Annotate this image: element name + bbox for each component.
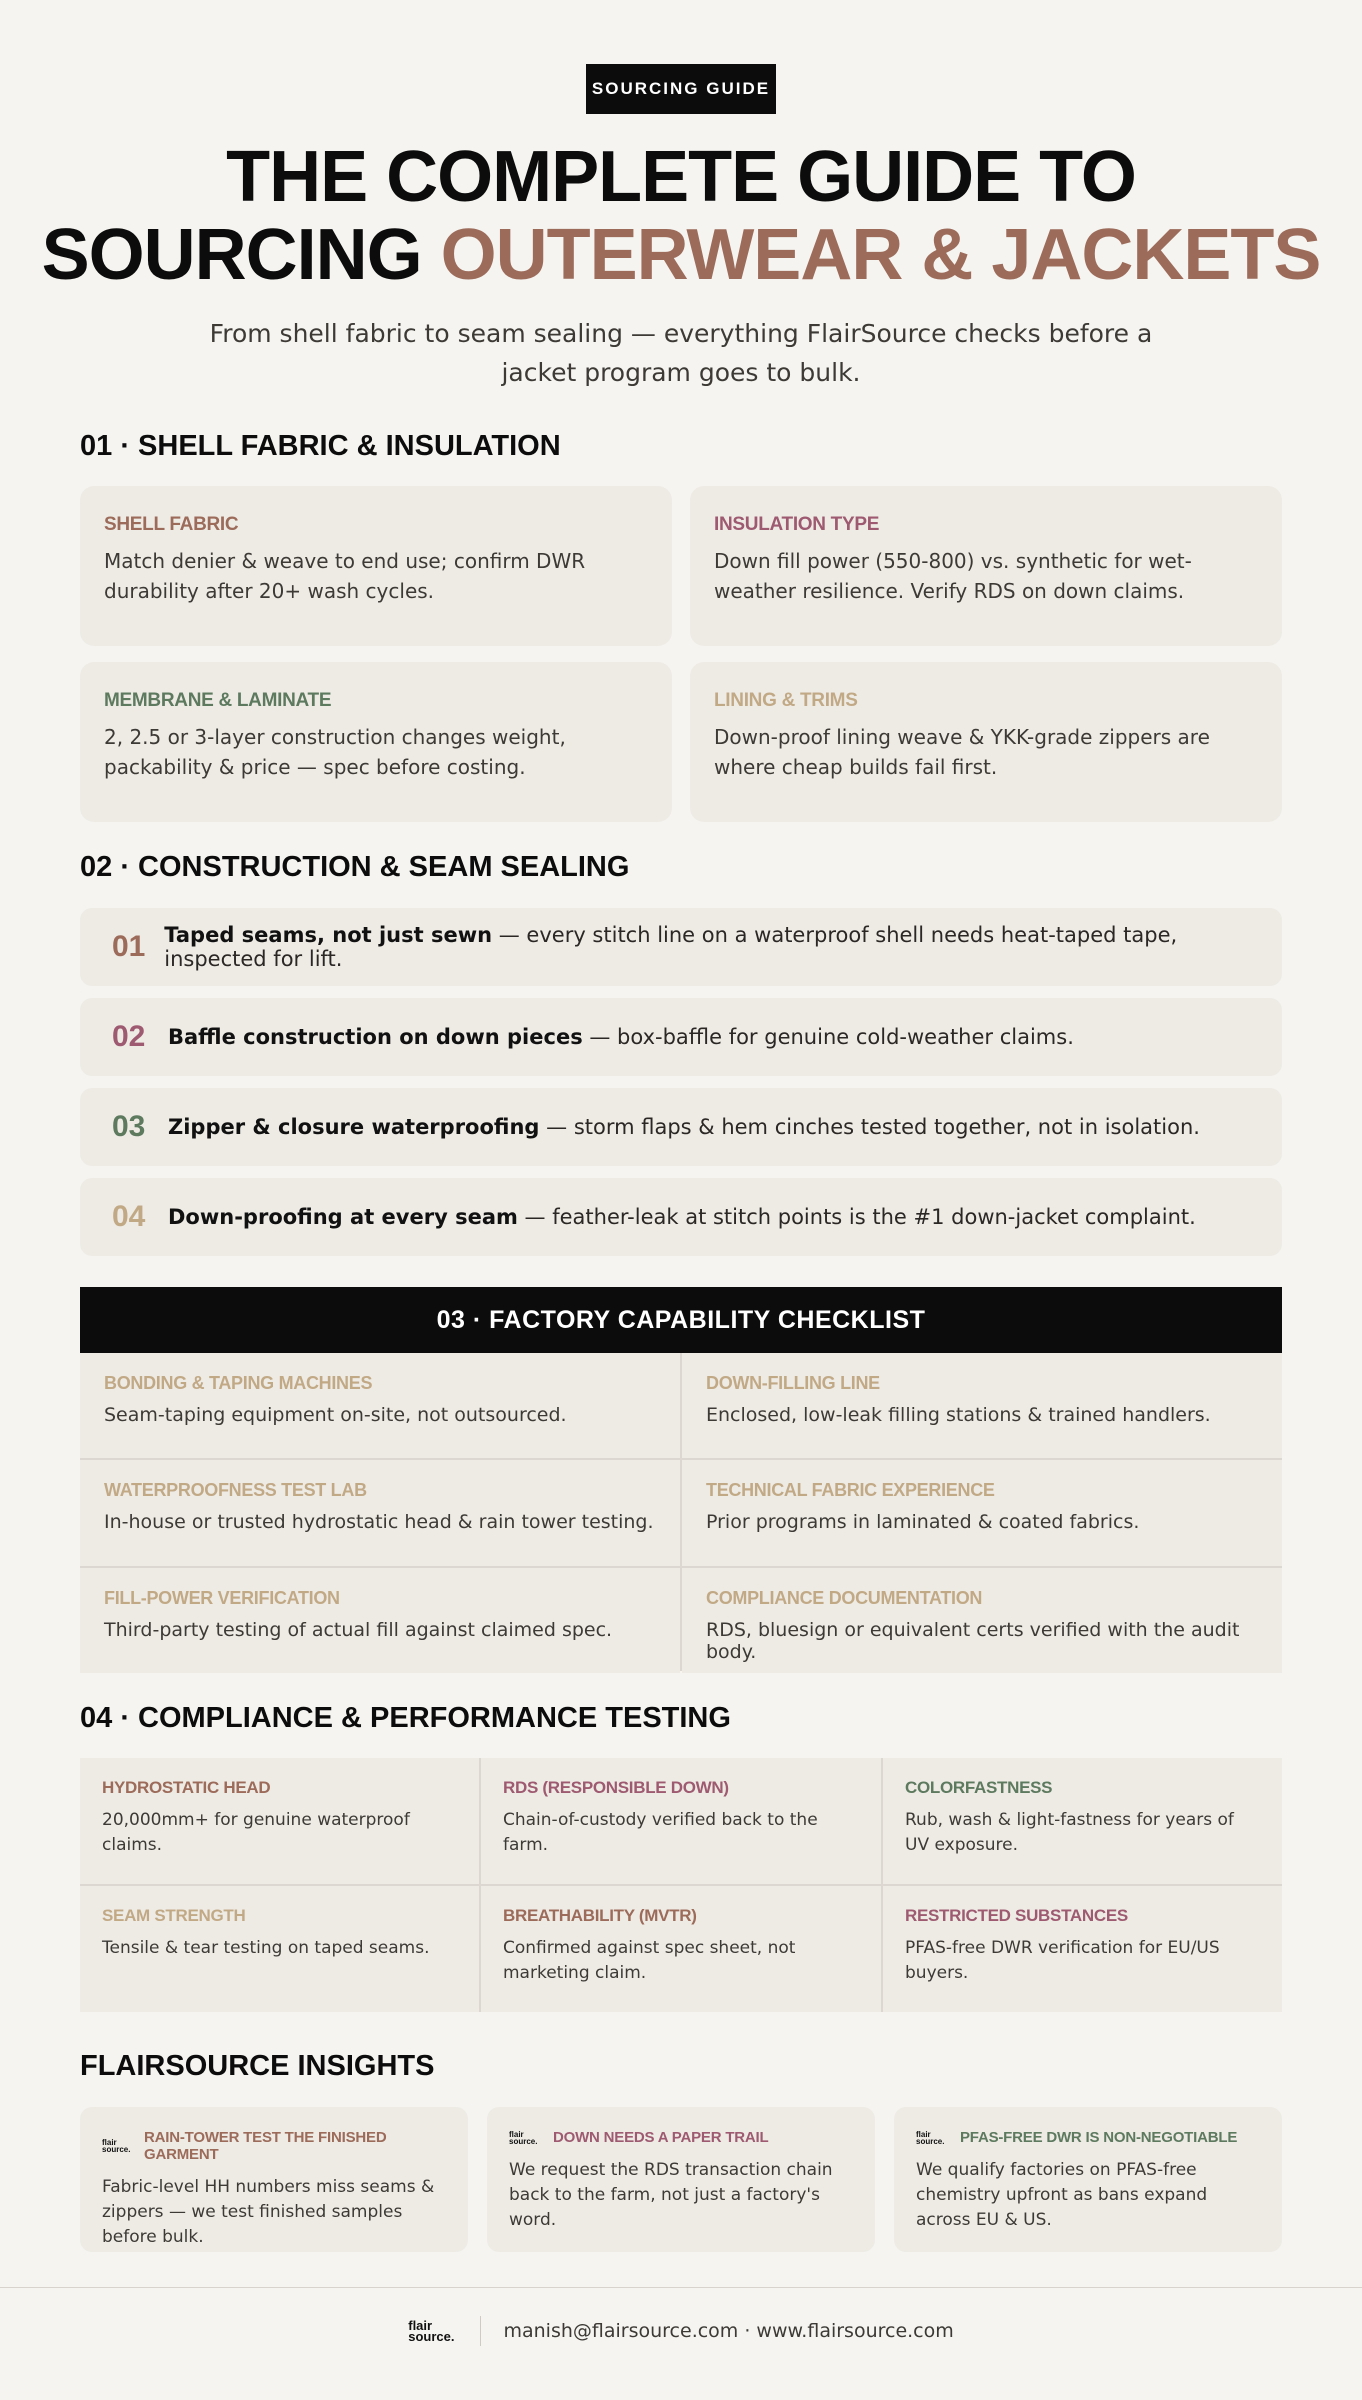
insight-title: RAIN-TOWER TEST THE FINISHED GARMENT	[144, 2129, 387, 2163]
footer	[0, 2316, 1362, 2346]
footer-logo: flair source.	[408, 2316, 481, 2346]
card-lining-trims	[690, 662, 1282, 822]
footer-contact[interactable]: manish@flairsource.com · www.flairsource.com	[503, 2320, 954, 2342]
testing-item: SEAM STRENGTH Tensile & tear testing on taped seams.	[80, 1886, 479, 2012]
step-number: 02	[112, 1020, 146, 1053]
sourcing-guide-badge: SOURCING GUIDE	[586, 64, 776, 114]
page-title-line1: THE COMPLETE GUIDE TO	[226, 137, 1136, 217]
testing-item: BREATHABILITY (MVTR) Confirmed against spec sheet, not marketing claim.	[481, 1886, 881, 2012]
factory-checklist-grid	[80, 1353, 1282, 1671]
step-item	[80, 908, 1282, 986]
compliance-testing-grid	[80, 1758, 1282, 2012]
card-body: Down fill power (550-800) vs. synthetic for wet-weather resilience. Verify RDS on down claims.	[714, 549, 1192, 603]
testing-item: RDS (RESPONSIBLE DOWN) Chain-of-custody verified back to the farm.	[481, 1758, 881, 1884]
checklist-item: WATERPROOFNESS TEST LAB In-house or trusted hydrostatic head & rain tower testing.	[80, 1460, 680, 1566]
checklist-item: BONDING & TAPING MACHINES Seam-taping equipment on-site, not outsourced.	[80, 1353, 680, 1458]
flairsource-logo-icon: flair source.	[509, 2129, 538, 2146]
insight-card	[80, 2107, 468, 2252]
page-title-line2	[0, 216, 1362, 294]
page-subtitle: From shell fabric to seam sealing — everything FlairSource checks before a jacket program goes to bulk.	[209, 319, 1153, 387]
card-title: SHELL FABRIC	[104, 514, 239, 535]
section-title-construction: 02 · CONSTRUCTION & SEAM SEALING	[80, 851, 630, 883]
insight-title: DOWN NEEDS A PAPER TRAIL	[553, 2129, 769, 2146]
flairsource-logo-icon: flair source.	[102, 2138, 131, 2154]
step-number: 01	[112, 930, 146, 963]
card-title: LINING & TRIMS	[714, 690, 858, 711]
card-body: 2, 2.5 or 3-layer construction changes weight, packability & price — spec before costing.	[104, 725, 566, 779]
section-title-insights: FLAIRSOURCE INSIGHTS	[80, 2050, 435, 2082]
checklist-item: COMPLIANCE DOCUMENTATION RDS, bluesign or equivalent certs verified with the audit body.	[682, 1568, 1282, 1673]
step-text: Taped seams, not just sewn — every stitch line on a waterproof shell needs heat-taped tape, inspected for lift.	[164, 923, 1178, 971]
step-item	[80, 1178, 1282, 1256]
insight-body: We qualify factories on PFAS-free chemistry upfront as bans expand across EU & US.	[916, 2160, 1208, 2230]
title-prefix: SOURCING	[41, 215, 441, 295]
section-title-compliance-testing: 04 · COMPLIANCE & PERFORMANCE TESTING	[80, 1702, 731, 1734]
card-shell-fabric	[80, 486, 672, 646]
card-insulation-type	[690, 486, 1282, 646]
title-highlight: OUTERWEAR & JACKETS	[440, 215, 1321, 295]
card-membrane-laminate	[80, 662, 672, 822]
testing-item: HYDROSTATIC HEAD 20,000mm+ for genuine waterproof claims.	[80, 1758, 479, 1884]
insight-body: We request the RDS transaction chain back to the farm, not just a factory's word.	[509, 2160, 833, 2230]
card-title: INSULATION TYPE	[714, 514, 880, 535]
insight-title: PFAS-FREE DWR IS NON-NEGOTIABLE	[960, 2129, 1238, 2146]
card-body: Down-proof lining weave & YKK-grade zippers are where cheap builds fail first.	[714, 725, 1210, 779]
step-number: 04	[112, 1200, 146, 1233]
step-text: Baffle construction on down pieces — box-baffle for genuine cold-weather claims.	[168, 1025, 1074, 1049]
step-text: Zipper & closure waterproofing — storm flaps & hem cinches tested together, not in isolation.	[168, 1115, 1200, 1139]
section-title-factory-checklist: 03 · FACTORY CAPABILITY CHECKLIST	[80, 1287, 1282, 1353]
insight-body: Fabric-level HH numbers miss seams & zippers — we test finished samples before bulk.	[102, 2177, 435, 2247]
card-title: MEMBRANE & LAMINATE	[104, 690, 332, 711]
step-item	[80, 998, 1282, 1076]
footer-divider	[0, 2287, 1362, 2288]
testing-item: RESTRICTED SUBSTANCES PFAS-free DWR verification for EU/US buyers.	[883, 1886, 1282, 2012]
checklist-item: DOWN-FILLING LINE Enclosed, low-leak filling stations & trained handlers.	[682, 1353, 1282, 1458]
section-title-shell-fabric: 01 · SHELL FABRIC & INSULATION	[80, 430, 561, 462]
testing-item: COLORFASTNESS Rub, wash & light-fastness for years of UV exposure.	[883, 1758, 1282, 1884]
card-body: Match denier & weave to end use; confirm DWR durability after 20+ wash cycles.	[104, 549, 586, 603]
checklist-item: TECHNICAL FABRIC EXPERIENCE Prior programs in laminated & coated fabrics.	[682, 1460, 1282, 1566]
insight-card	[487, 2107, 875, 2252]
step-item	[80, 1088, 1282, 1166]
step-number: 03	[112, 1110, 146, 1143]
insight-card	[894, 2107, 1282, 2252]
flairsource-logo-icon: flair source.	[916, 2129, 945, 2146]
checklist-item: FILL-POWER VERIFICATION Third-party testing of actual fill against claimed spec.	[80, 1568, 680, 1673]
step-text: Down-proofing at every seam — feather-leak at stitch points is the #1 down-jacket complaint.	[168, 1205, 1196, 1229]
